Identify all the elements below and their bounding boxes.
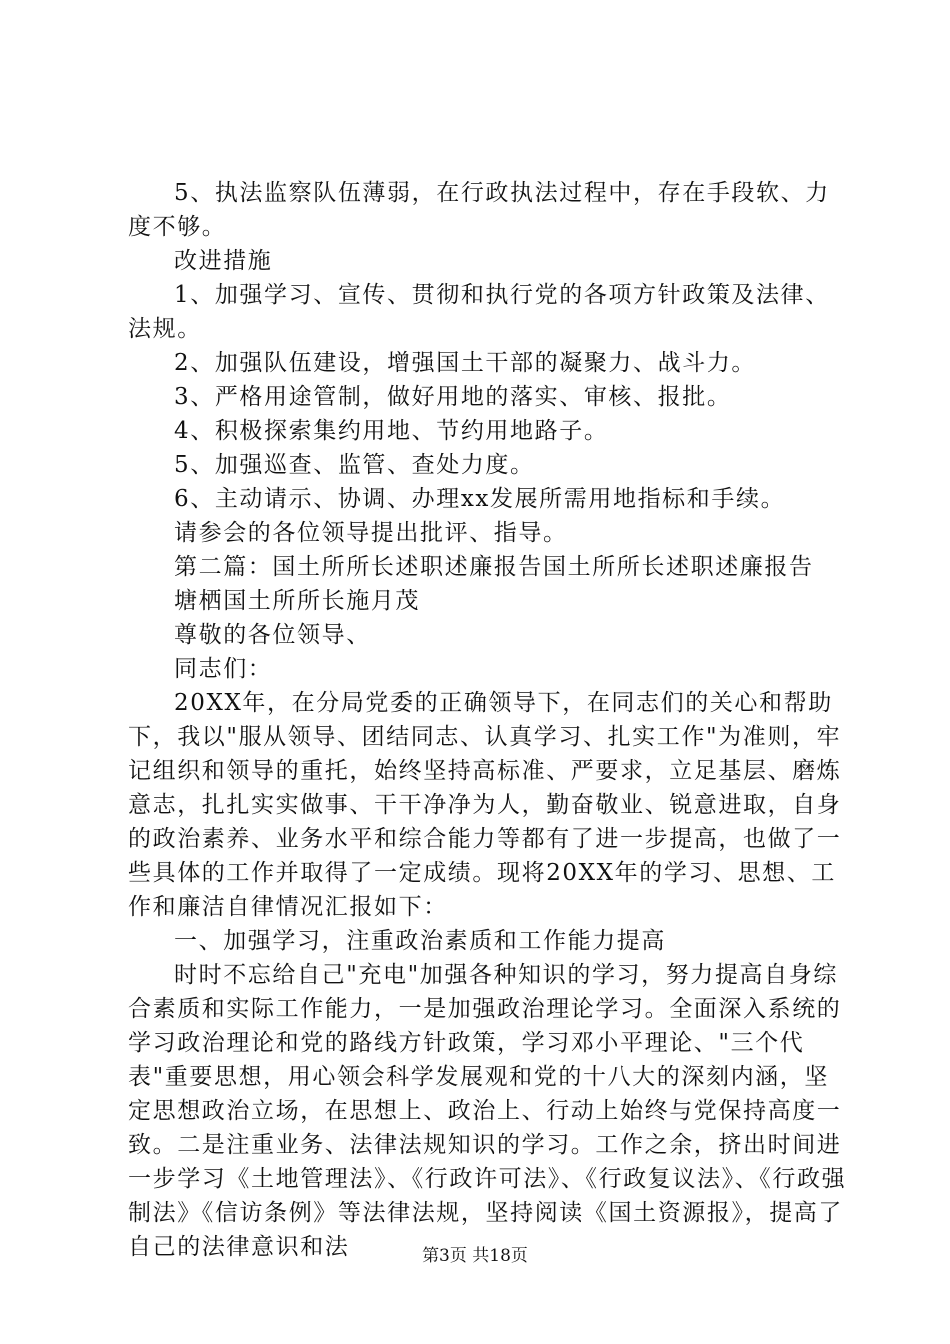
salutation: 尊敬的各位领导、 [174, 622, 371, 648]
paragraph: 6、主动请示、协调、办理xx发展所需用地指标和手续。 [174, 486, 786, 512]
paragraph: 4、积极探索集约用地、节约用地路子。 [174, 418, 609, 444]
paragraph: 请参会的各位领导提出批评、指导。 [174, 520, 568, 546]
paragraph: 1、加强学习、宣传、贯彻和执行党的各项方针政策及法律、法规。 [128, 282, 830, 342]
paragraph: 3、严格用途管制，做好用地的落实、审核、报批。 [174, 384, 732, 410]
paragraph: 2、加强队伍建设，增强国土干部的凝聚力、战斗力。 [174, 350, 757, 376]
paragraph: 时时不忘给自己"充电"加强各种知识的学习，努力提高自身综合素质和实际工作能力，一是加强政治理论学习。全面深入系统的学习政治理论和党的路线方针政策，学习邓小平理论、"三个代表"重要思想，用心领会科学发展观和党的十八大的深刻内涵，坚定思想政治立场，在思想上、政治上、行动上始终与党保持高度一致。二是注重业务、法律法规知识的学习。工作之余，挤出时间进一步学习《土地管理法》、《行政许可法》、《行政复议法》、《行政强制法》《信访条例》等法律法规，坚持阅读《国土资源报》，提高了自己的法律意识和法 [128, 962, 847, 1260]
chapter-title: 第二篇：国土所所长述职述廉报告国土所所长述职述廉报告 [174, 554, 814, 580]
paragraph: 5、执法监察队伍薄弱，在行政执法过程中，存在手段软、力度不够。 [128, 180, 830, 240]
section-heading: 一、加强学习，注重政治素质和工作能力提高 [174, 928, 666, 954]
salutation: 同志们： [174, 656, 273, 682]
paragraph: 20XX年，在分局党委的正确领导下，在同志们的关心和帮助下，我以"服从领导、团结同志、认真学习、扎实工作"为准则，牢记组织和领导的重托，始终坚持高标准、严要求，立足基层、磨炼意志，扎扎实实做事、干干净净为人，勤奋敬业、锐意进取，自身的政治素养、业务水平和综合能力等都有了进一步提高，也做了一些具体的工作并取得了一定成绩。现将20XX年的学习、思想、工作和廉洁自律情况汇报如下： [128, 690, 842, 920]
page-footer: 第3页 共18页 [422, 1246, 528, 1266]
section-heading: 改进措施 [174, 248, 273, 274]
author-line: 塘栖国土所所长施月茂 [174, 588, 420, 614]
document-body [128, 176, 848, 1264]
paragraph: 5、加强巡查、监管、查处力度。 [174, 452, 535, 478]
